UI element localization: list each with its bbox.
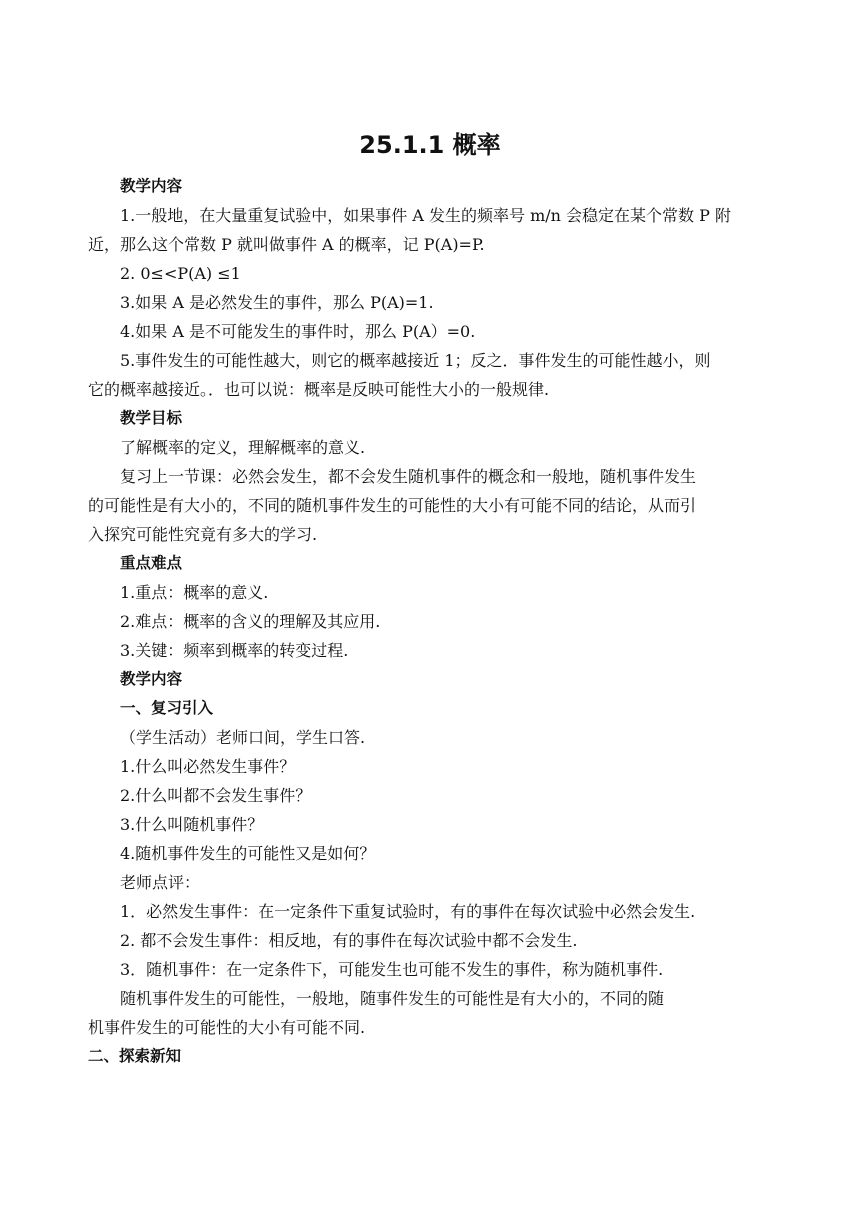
paragraph-line: 它的概率越接近。．也可以说：概率是反映可能性大小的一般规律. [88,380,550,399]
list-item: 1.什么叫必然发生事件？ [120,757,296,776]
paragraph-line: 的可能性是有大小的，不同的随机事件发生的可能性的大小有可能不同的结论，从而引 [88,496,697,515]
document-body [88,172,770,1071]
list-item: 1．必然发生事件：在一定条件下重复试验时，有的事件在每次试验中必然会发生. [120,902,696,921]
paragraph-line: 老师点评： [120,873,201,892]
paragraph-line: 3.关键：频率到概率的转变过程. [120,641,349,660]
paragraph-line: 复习上一节课：必然会发生，都不会发生随机事件的概念和一般地，随机事件发生 [120,467,697,486]
paragraph-line: 机事件发生的可能性的大小有可能不同. [88,1018,366,1037]
paragraph-line: （学生活动）老师口间，学生口答. [120,728,366,747]
page-title: 25.1.1 概率 [359,131,501,159]
paragraph-line: 1.一般地，在大量重复试验中，如果事件 A 发生的频率号 m/n 会稳定在某个常数 P 附 [120,206,731,225]
paragraph-line: 近，那么这个常数 P 就叫做事件 A 的概率，记 P(A)=P. [88,235,485,254]
paragraph-line: 2. 0≤<P(A) ≤1 [120,264,241,283]
paragraph-line: 2.难点：概率的含义的理解及其应用. [120,612,381,631]
paragraph-line: 3.如果 A 是必然发生的事件，那么 P(A)=1. [120,293,434,312]
subsection-heading-review: 一、复习引入 [120,699,214,717]
section-heading-teaching-content-2: 教学内容 [120,670,183,688]
section-heading-teaching-goals: 教学目标 [120,409,183,427]
section-heading-key-points: 重点难点 [120,554,183,572]
section-heading-teaching-content: 教学内容 [120,177,183,195]
paragraph-line: 4.如果 A 是不可能发生的事件时，那么 P(A）=0. [120,322,476,341]
list-item: 3.什么叫随机事件？ [120,815,264,834]
paragraph-line: 了解概率的定义，理解概率的意义. [120,438,366,457]
list-item: 3．随机事件：在一定条件下，可能发生也可能不发生的事件，称为随机事件. [120,960,664,979]
paragraph-line: 1.重点：概率的意义. [120,583,269,602]
list-item: 4.随机事件发生的可能性又是如何？ [120,844,376,863]
list-item: 2. 都不会发生事件：相反地，有的事件在每次试验中都不会发生. [120,931,578,950]
subsection-heading-explore: 二、探索新知 [88,1047,182,1065]
paragraph-line: 入探究可能性究竟有多大的学习. [88,525,318,544]
paragraph-line: 随机事件发生的可能性，一般地，随事件发生的可能性是有大小的，不同的随 [120,989,665,1008]
paragraph-line: 5.事件发生的可能性越大，则它的概率越接近 1；反之．事件发生的可能性越小，则 [120,351,711,370]
list-item: 2.什么叫都不会发生事件？ [120,786,312,805]
